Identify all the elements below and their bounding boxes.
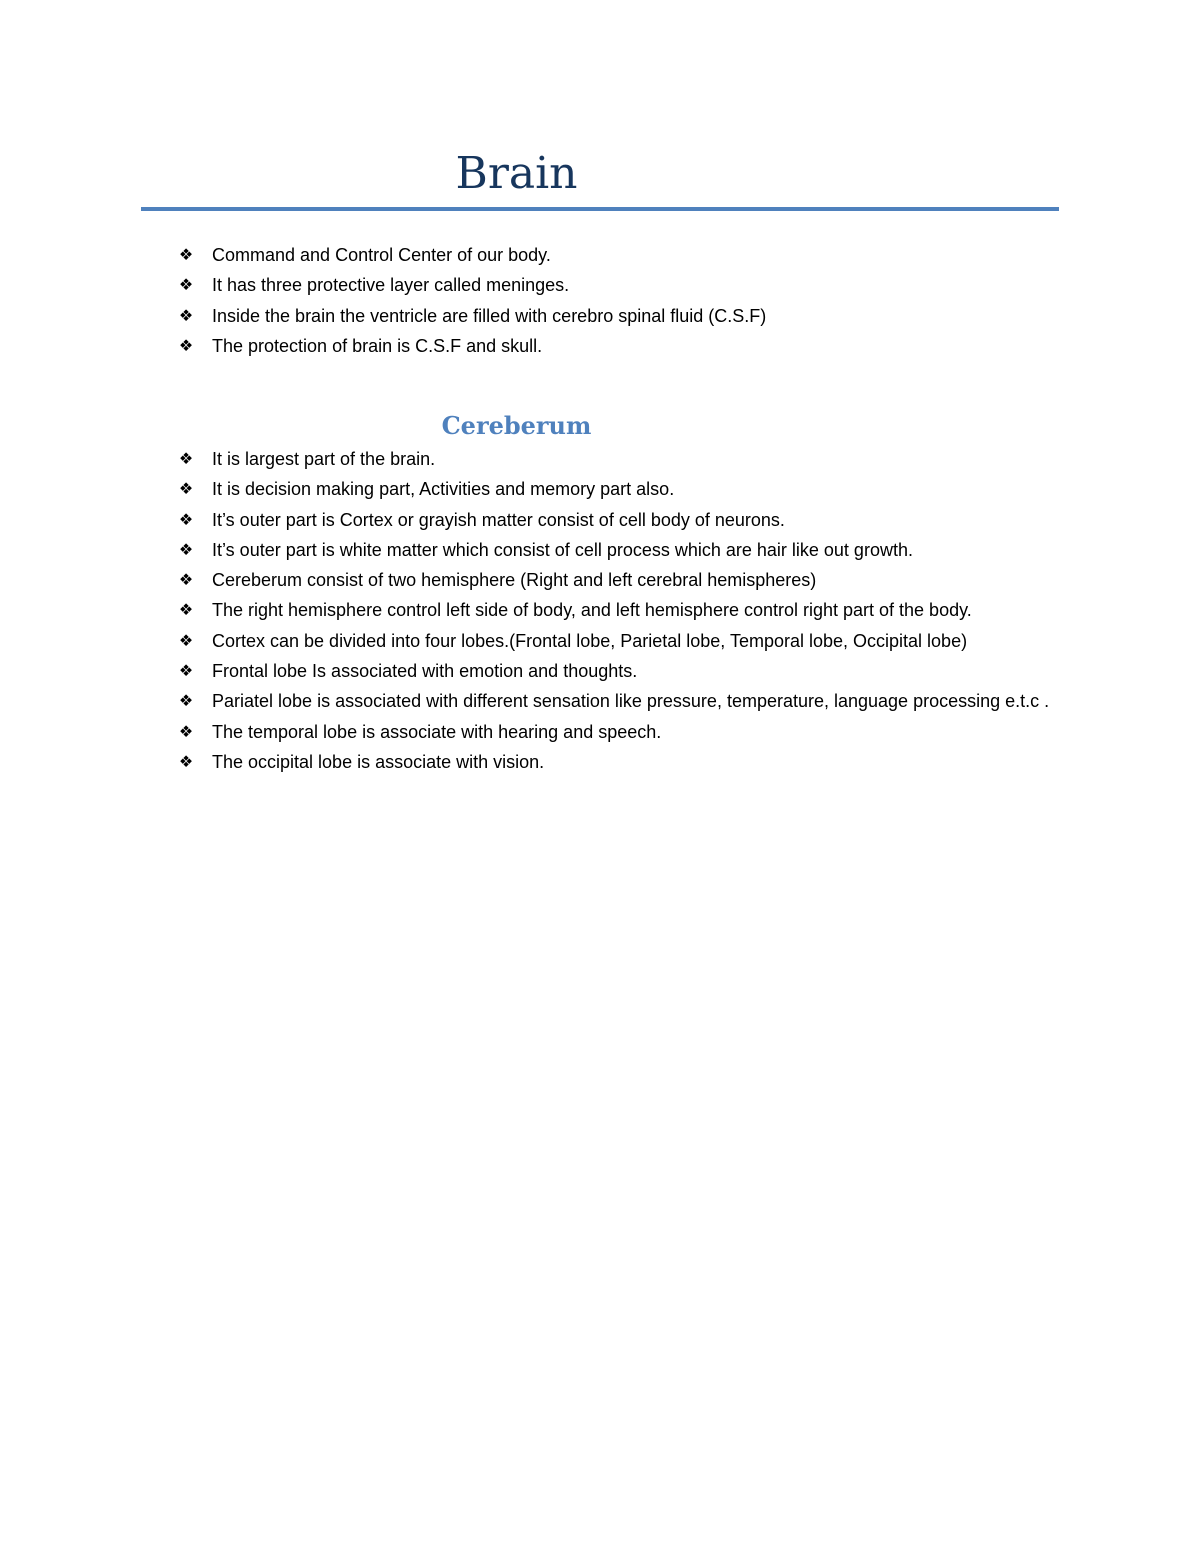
list-item-text: The right hemisphere control left side of body, and left hemisphere control right part of the body.	[212, 600, 972, 621]
four-diamond-bullet-icon: ❖	[178, 751, 194, 771]
four-diamond-bullet-icon: ❖	[178, 509, 194, 529]
title-underline	[141, 207, 1059, 211]
four-diamond-bullet-icon: ❖	[178, 600, 194, 620]
list-item	[176, 626, 1056, 656]
list-item-text: It has three protective layer called meninges.	[212, 275, 570, 296]
four-diamond-bullet-icon: ❖	[178, 661, 194, 681]
list-item	[176, 240, 1056, 270]
list-item	[176, 444, 1056, 474]
list-item	[176, 656, 1056, 686]
list-item-text: It’s outer part is Cortex or grayish matter consist of cell body of neurons.	[212, 509, 785, 530]
list-item-text: The temporal lobe is associate with hearing and speech.	[212, 721, 662, 742]
brain-bullet-list	[176, 240, 1056, 361]
list-item-text: Frontal lobe Is associated with emotion and thoughts.	[212, 661, 638, 682]
list-item-text: It’s outer part is white matter which consist of cell process which are hair like out growth.	[212, 539, 913, 560]
list-item	[176, 565, 1056, 595]
section-heading-cereberum: Cereberum	[441, 411, 592, 440]
four-diamond-bullet-icon: ❖	[178, 245, 194, 264]
list-item	[176, 331, 1056, 361]
four-diamond-bullet-icon: ❖	[178, 721, 194, 741]
list-item-text: It is decision making part, Activities and memory part also.	[212, 479, 675, 500]
list-item-text: It is largest part of the brain.	[212, 449, 436, 469]
four-diamond-bullet-icon: ❖	[178, 335, 194, 355]
list-item	[176, 474, 1056, 504]
list-item	[176, 505, 1056, 535]
page-title: Brain	[455, 148, 578, 199]
list-item-text: Cortex can be divided into four lobes.(Frontal lobe, Parietal lobe, Temporal lobe, Occipital lobe)	[212, 630, 968, 651]
list-item-text: The occipital lobe is associate with vision.	[212, 751, 545, 772]
list-item-text: Inside the brain the ventricle are filled with cerebro spinal fluid (C.S.F)	[212, 305, 767, 326]
list-item-text: Cereberum consist of two hemisphere (Right and left cerebral hemispheres)	[212, 570, 817, 591]
list-item	[176, 686, 1056, 716]
four-diamond-bullet-icon: ❖	[178, 691, 194, 711]
four-diamond-bullet-icon: ❖	[178, 570, 194, 590]
four-diamond-bullet-icon: ❖	[178, 539, 194, 559]
list-item-text: The protection of brain is C.S.F and skull.	[212, 335, 543, 356]
four-diamond-bullet-icon: ❖	[178, 479, 194, 499]
list-item	[176, 747, 1056, 777]
list-item	[176, 535, 1056, 565]
list-item	[176, 270, 1056, 300]
four-diamond-bullet-icon: ❖	[178, 630, 194, 650]
list-item	[176, 717, 1056, 747]
list-item	[176, 595, 1056, 625]
list-item-text: Pariatel lobe is associated with different sensation like pressure, temperature, language processing e.t.c .	[212, 691, 1050, 712]
four-diamond-bullet-icon: ❖	[178, 275, 194, 295]
list-item-text: Command and Control Center of our body.	[212, 245, 551, 265]
list-item	[176, 301, 1056, 331]
four-diamond-bullet-icon: ❖	[178, 449, 194, 468]
cereberum-bullet-list	[176, 444, 1056, 777]
four-diamond-bullet-icon: ❖	[178, 305, 194, 325]
